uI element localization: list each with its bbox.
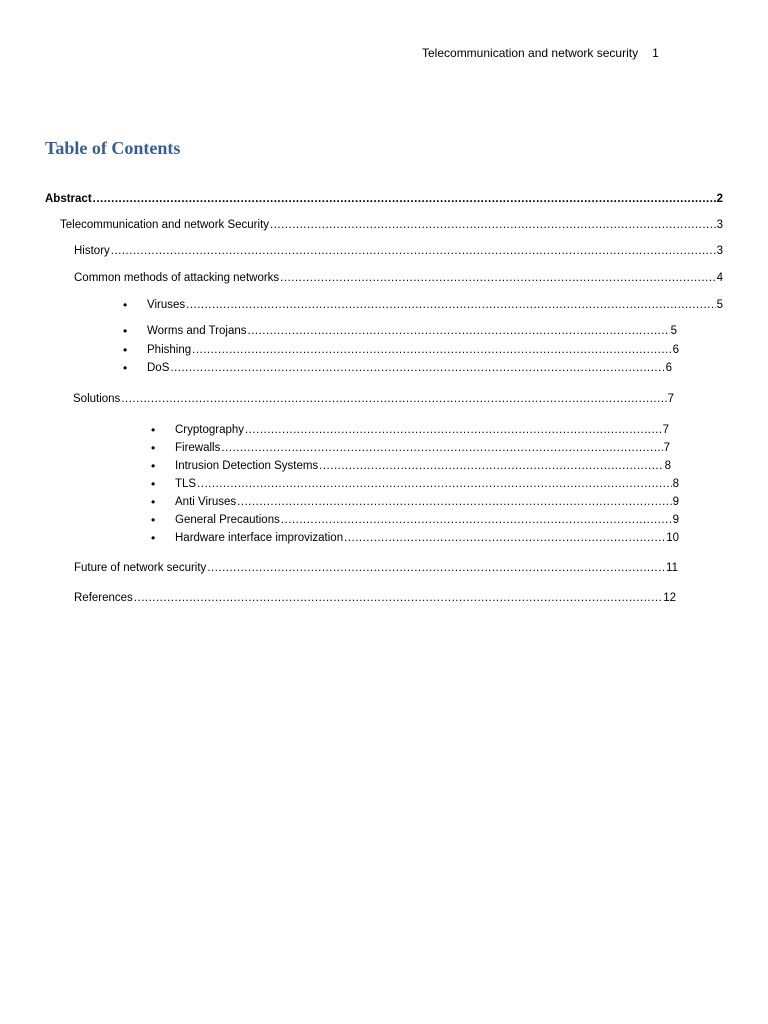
bullet-icon: • [123,343,128,357]
toc-entry-page: 3 [716,219,723,231]
toc-dot-leader [237,495,671,509]
toc-entry-history[interactable] [74,244,723,258]
toc-entry-telecom-security[interactable] [60,218,723,232]
toc-entry-attack-methods[interactable] [74,271,723,285]
toc-entry-label: Phishing [147,344,192,356]
bullet-icon: • [151,477,156,491]
toc-dot-leader [319,459,663,473]
toc-entry-page: 9 [672,496,679,508]
toc-dot-leader [192,343,671,357]
toc-entry-label: Anti Viruses [175,496,237,508]
toc-dot-leader [280,271,715,285]
toc-entry-label: References [74,592,133,604]
bullet-icon: • [151,531,156,545]
header-page-number: 1 [652,46,659,60]
toc-entry-page: 5 [716,299,723,311]
toc-entry-page: 8 [672,478,679,490]
toc-entry-firewalls[interactable] [175,441,670,455]
toc-entry-page: 6 [665,362,672,374]
toc-entry-page: 3 [716,245,723,257]
toc-entry-page: 11 [666,562,678,574]
toc-entry-label: Common methods of attacking networks [74,272,280,284]
bullet-icon: • [151,441,156,455]
toc-entry-page: 6 [672,344,679,356]
toc-entry-page: 10 [666,532,679,544]
toc-entry-label: General Precautions [175,514,280,526]
toc-entry-solutions[interactable] [73,392,674,406]
toc-dot-leader [207,561,665,575]
toc-entry-page: 5 [670,325,677,337]
bullet-icon: • [123,324,128,338]
toc-dot-leader [221,441,662,455]
toc-entry-label: Intrusion Detection Systems [175,460,319,472]
toc-dot-leader [248,324,670,338]
toc-entry-tls[interactable] [175,477,679,491]
toc-entry-future[interactable] [74,561,678,575]
toc-entry-page: 7 [662,424,669,436]
toc-entry-label: Hardware interface improvization [175,532,344,544]
bullet-icon: • [123,298,128,312]
toc-entry-label: Telecommunication and network Security [60,219,270,231]
toc-entry-page: 9 [672,514,679,526]
toc-entry-anti-viruses[interactable] [175,495,679,509]
toc-dot-leader [197,477,672,491]
toc-entry-viruses[interactable] [147,298,723,312]
toc-dot-leader [186,298,715,312]
toc-entry-label: Abstract [45,193,92,205]
toc-entry-ids[interactable] [175,459,671,473]
toc-dot-leader [281,513,672,527]
toc-entry-dos[interactable] [147,361,672,375]
toc-dot-leader [93,192,716,206]
toc-dot-leader [121,392,666,406]
toc-entry-label: History [74,245,110,257]
toc-entry-page: 7 [663,442,670,454]
toc-entry-label: DoS [147,362,170,374]
toc-entry-label: Firewalls [175,442,221,454]
header-title: Telecommunication and network security [422,46,639,60]
toc-entry-abstract[interactable] [45,192,723,206]
toc-entry-page: 2 [716,193,723,205]
toc-entry-label: TLS [175,478,197,490]
bullet-icon: • [123,361,128,375]
toc-entry-label: Future of network security [74,562,207,574]
bullet-icon: • [151,423,156,437]
toc-dot-leader [270,218,716,232]
toc-entry-page: 7 [667,393,674,405]
toc-entry-worms-trojans[interactable] [147,324,677,338]
toc-entry-phishing[interactable] [147,343,679,357]
toc-dot-leader [245,423,662,437]
toc-entry-label: Worms and Trojans [147,325,247,337]
toc-entry-label: Solutions [73,393,121,405]
toc-entry-page: 8 [664,460,671,472]
toc-entry-hardware-interface[interactable] [175,531,679,545]
bullet-icon: • [151,513,156,527]
toc-dot-leader [134,591,662,605]
toc-entry-label: Viruses [147,299,186,311]
toc-dot-leader [111,244,716,258]
toc-entry-general-precautions[interactable] [175,513,679,527]
bullet-icon: • [151,495,156,509]
toc-dot-leader [344,531,665,545]
page-header [422,46,659,60]
toc-entry-page: 4 [716,272,723,284]
bullet-icon: • [151,459,156,473]
toc-entry-cryptography[interactable] [175,423,669,437]
toc-entry-page: 12 [663,592,676,604]
toc-entry-references[interactable] [74,591,676,605]
toc-dot-leader [170,361,664,375]
toc-entry-label: Cryptography [175,424,245,436]
toc-heading: Table of Contents [45,138,181,158]
